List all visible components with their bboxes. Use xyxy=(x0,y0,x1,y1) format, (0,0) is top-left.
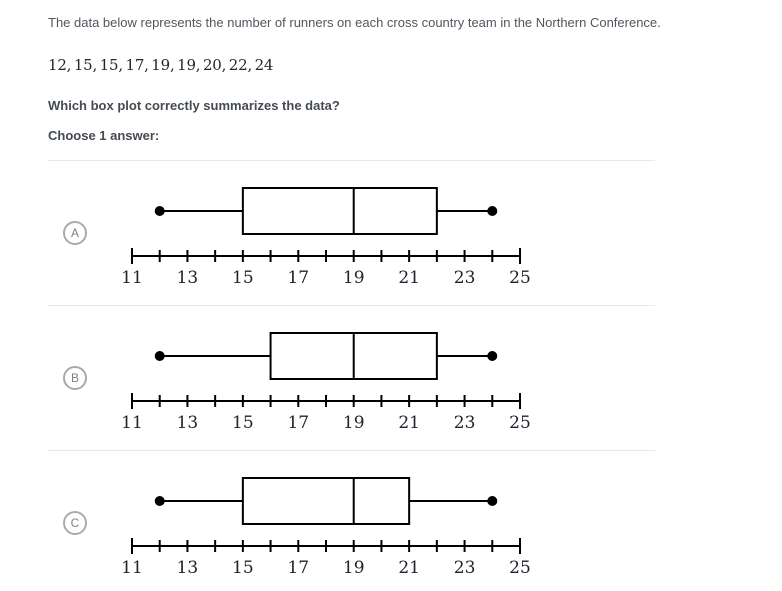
axis-tick-label: 21 xyxy=(398,413,420,433)
question-prompt: The data below represents the number of runners on each cross country team in the Northern Conference. xyxy=(48,15,661,30)
axis-tick-label: 17 xyxy=(287,413,310,433)
option-letter-b: B xyxy=(70,371,79,385)
max-dot xyxy=(487,351,497,361)
iqr-box xyxy=(243,478,409,524)
axis-tick-label: 15 xyxy=(232,558,254,578)
boxplot-option-a xyxy=(48,161,655,305)
axis-tick-label: 11 xyxy=(121,268,143,288)
option-row-c[interactable] xyxy=(48,450,655,591)
axis-tick-label: 25 xyxy=(509,413,531,433)
axis-tick-label: 21 xyxy=(398,268,420,288)
data-values: 12, 15, 15, 17, 19, 19, 20, 22, 24 xyxy=(48,56,274,74)
axis-tick-label: 19 xyxy=(342,413,365,433)
max-dot xyxy=(487,496,497,506)
axis-tick-label: 21 xyxy=(398,558,420,578)
axis-tick-label: 11 xyxy=(121,558,143,578)
axis-tick-label: 23 xyxy=(453,413,476,433)
iqr-box xyxy=(243,188,437,234)
choose-answer-label: Choose 1 answer: xyxy=(48,128,160,143)
axis-tick-label: 15 xyxy=(232,413,254,433)
axis-tick-label: 23 xyxy=(453,268,476,288)
axis-tick-label: 13 xyxy=(176,558,199,578)
option-row-b[interactable] xyxy=(48,305,655,450)
min-dot xyxy=(155,206,165,216)
axis-tick-label: 13 xyxy=(176,268,199,288)
max-dot xyxy=(487,206,497,216)
axis-tick-label: 19 xyxy=(342,558,365,578)
boxplot-option-b xyxy=(48,306,655,450)
boxplot-option-c xyxy=(48,451,655,591)
axis-tick-label: 19 xyxy=(342,268,365,288)
axis-tick-label: 25 xyxy=(509,268,531,288)
min-dot xyxy=(155,351,165,361)
question-text: Which box plot correctly summarizes the data? xyxy=(48,98,340,113)
axis-tick-label: 13 xyxy=(176,413,199,433)
option-letter-c: C xyxy=(70,516,80,530)
axis-tick-label: 17 xyxy=(287,558,310,578)
axis-tick-label: 23 xyxy=(453,558,476,578)
axis-tick-label: 15 xyxy=(232,268,254,288)
option-letter-a: A xyxy=(70,226,79,240)
axis-tick-label: 17 xyxy=(287,268,310,288)
axis-tick-label: 11 xyxy=(121,413,143,433)
axis-tick-label: 25 xyxy=(509,558,531,578)
min-dot xyxy=(155,496,165,506)
option-row-a[interactable] xyxy=(48,160,655,305)
